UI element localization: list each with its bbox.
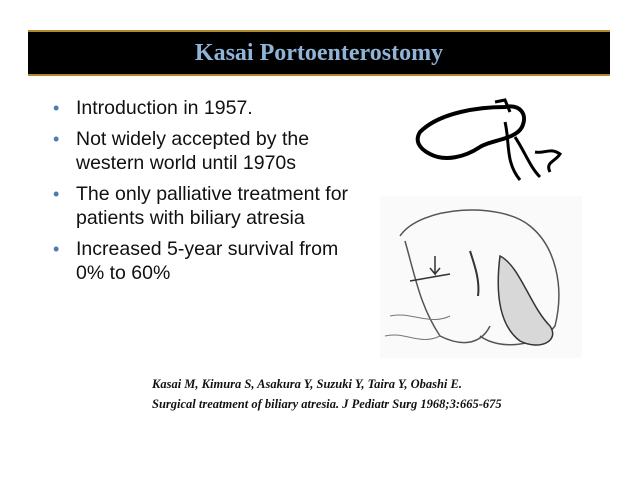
citation (152, 374, 612, 414)
bullet-text: Introduction in 1957. (76, 97, 253, 119)
bullet-dot-icon: • (53, 129, 60, 149)
bullet-text: Not widely accepted by the (76, 128, 310, 150)
bullet-item (48, 237, 378, 285)
slide-title: Kasai Portoenterostomy (194, 39, 444, 66)
bullet-item (48, 96, 378, 120)
bullet-text: western world until 1970s (76, 152, 297, 174)
bullet-list (48, 96, 378, 292)
citation-line: Kasai M, Kimura S, Asakura Y, Suzuki Y, Taira Y, Obashi E. (152, 377, 462, 391)
title-bar (28, 30, 610, 76)
liver-outline-illustration (410, 92, 580, 192)
citation-line: Surgical treatment of biliary atresia. J Pediatr Surg 1968;3:665-675 (152, 397, 502, 411)
bullet-text: The only palliative treatment for (76, 183, 349, 205)
bullet-item (48, 182, 378, 230)
bullet-text: patients with biliary atresia (76, 207, 305, 229)
bullet-text: Increased 5-year survival from (76, 238, 339, 260)
surgical-anatomy-illustration (380, 196, 582, 358)
bullet-item (48, 127, 378, 175)
bullet-dot-icon: • (53, 239, 60, 259)
bullet-text: 0% to 60% (76, 262, 171, 284)
bullet-dot-icon: • (53, 184, 60, 204)
bullet-dot-icon: • (53, 98, 60, 118)
